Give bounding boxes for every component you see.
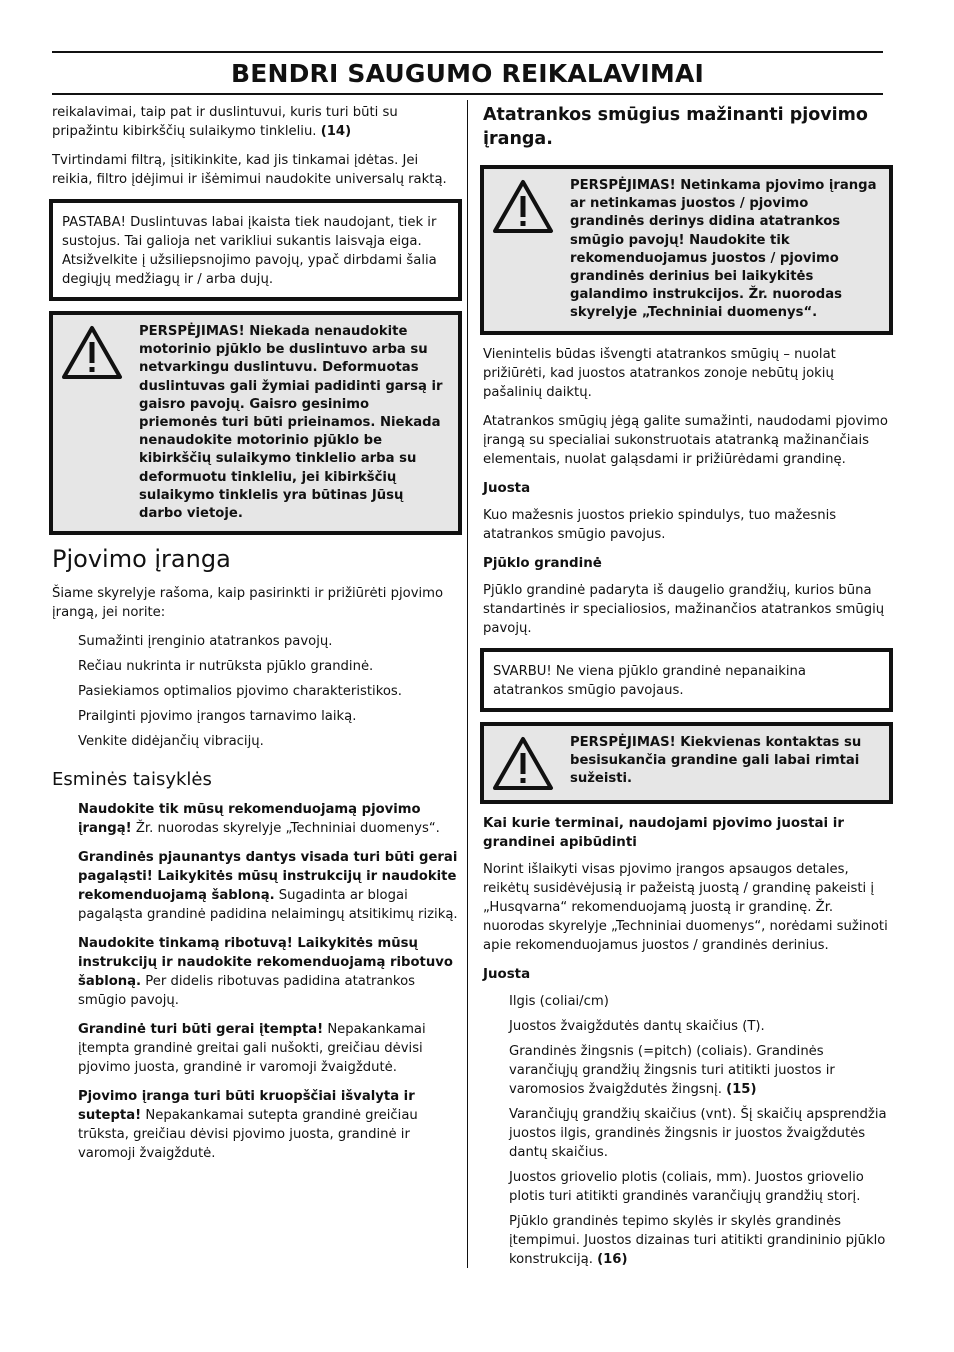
rule-item: [78, 1020, 462, 1077]
rule-item: [78, 848, 462, 924]
section-title: Pjovimo įranga: [52, 545, 231, 574]
list-item-text: Grandinės žingsnis (=pitch) (coliais). Grandinės varančiųjų grandžių žingsnis turi atitikti juostos ir varomosios žvaigždutės žingsnį.: [509, 1043, 835, 1097]
subheading: Juosta: [483, 480, 531, 496]
warning-text: PERSPĖJIMAS! Niekada nenaudokite motorinio pjūklo be duslintuvo arba su netvarkingu duslintuvu. Deformuotas duslintuvas gali žymiai padidinti garsą ir gaisro pavojų. Gaisro gesinimo priemonės turi būti prieinamos. Niekada nenaudokite motorinio pjūklo be kibirkščių sulaikymo tinklelio arba su deformuotu tinkleliu, jei kibirkščių sulaikymo tinklelis yra būtinas Jūsų darbo vietoje.: [139, 324, 443, 522]
list-item: [509, 1017, 893, 1036]
paragraph: Kuo mažesnis juostos priekio spindulys, tuo mažesnis atatrankos smūgio pavojus.: [483, 507, 837, 542]
rule-text: Žr. nuorodas skyrelyje „Techniniai duomenys“.: [131, 821, 440, 837]
list-item: Venkite didėjančių vibracijų.: [78, 734, 264, 750]
rule-bold: Grandinės pjaunantys dantys visada turi būti gerai pagaląsti! Laikykitės mūsų instrukcijų ir naudokite rekomenduojamą šabloną.: [78, 850, 458, 904]
warning-text: PERSPĖJIMAS! Netinkama pjovimo įranga ar netinkamas juostos / pjovimo grandinės derinys didina atatrankos smūgio pavojų! Naudokite tik rekomenduojamus juostos / pjovimo grandinės derinius bei laikykitės galandimo instrukcijos. Žr. nuorodas skyrelyje „Techniniai duomenys“.: [570, 178, 877, 321]
rule-bold: Naudokite tinkamą ribotuvą! Laikykitės mūsų instrukcijų ir naudokite rekomenduojamą ribotuvo šabloną.: [78, 936, 453, 990]
figure-ref: (16): [597, 1251, 628, 1267]
rule-text: Sugadinta ar blogai pagaląsta grandinė padidina nelaimingų atsitikimų riziką.: [78, 888, 458, 923]
intro-text: Šiame skyrelyje rašoma, kaip pasirinkti ir prižiūrėti pjovimo įrangą, jei norite:: [52, 586, 444, 621]
list-item-text: Juostos griovelio plotis (coliais, mm). Juostos griovelio plotis turi atitikti grandinės varančiųjų grandžių storį.: [509, 1169, 864, 1204]
list-item-text: Pjūklo grandinės tepimo skylės ir skylės grandinės įtempimui. Juostos dizainas turi atitikti grandininio pjūklo konstrukciją.: [509, 1213, 886, 1267]
subheading: Pjūklo grandinė: [483, 555, 602, 571]
rule-bold: Grandinė turi būti gerai įtempta!: [78, 1022, 324, 1038]
list-item: Rečiau nukrinta ir nutrūksta pjūklo grandinė.: [78, 659, 374, 675]
list-item: [509, 1168, 893, 1206]
paragraph: Norint išlaikyti visas pjovimo įrangos apsaugos detales, reikėtų susidėvėjusią ir pažeistą juostą / grandinę pakeisti į „Husqvarna“ rekomenduojamą juostą ir grandinę. Žr. nuorodas skyrelyje „Techniniai duomenys“, norėdami sužinoti apie rekomenduojamus juostos / grandinės derinius.: [483, 861, 888, 953]
note-box: [49, 199, 462, 301]
warning-triangle-icon: [492, 734, 562, 792]
warning-triangle-icon: [61, 323, 131, 381]
rule-text: Nepakankamai įtempta grandinė greitai gali nušokti, greičiau dėvisi pjovimo juosta, grandinė ir varomoji žvaigždutė.: [78, 1022, 426, 1076]
note-box: [480, 648, 893, 712]
page-header: [52, 51, 883, 95]
paragraph: Vienintelis būdas išvengti atatrankos smūgių – nuolat prižiūrėti, kad juostos atatrankos zonoje nebūtų jokių pašalinių daiktų.: [483, 346, 836, 400]
right-column: [483, 103, 893, 1275]
list-item: Prailginti pjovimo įrangos tarnavimo laiką.: [78, 709, 357, 725]
list-item: Pasiekiamos optimalios pjovimo charakteristikos.: [78, 684, 402, 700]
rule-text: Nepakankamai sutepta grandinė greičiau trūksta, greičiau dėvisi pjovimo juosta, grandinė ir varomoji žvaigždutė.: [78, 1108, 418, 1162]
paragraph: Atatrankos smūgių jėgą galite sumažinti, naudodami pjovimo įrangą su specialiai sukonstruotais atatranką mažinančiais elementais, nuolat galąsdami ir prižiūrėdami grandinę.: [483, 413, 888, 467]
warning-box: [480, 722, 893, 804]
rule-item: [78, 1087, 462, 1163]
left-column: [52, 103, 462, 1173]
rule-bold: Naudokite tik mūsų rekomenduojamą pjovimo įrangą!: [78, 802, 421, 837]
list-item: [509, 1042, 893, 1099]
column-divider: [467, 100, 468, 1268]
note-text: SVARBU! Ne viena pjūklo grandinė nepanaikina atatrankos smūgio pavojaus.: [493, 663, 806, 698]
paragraph: Pjūklo grandinė padaryta iš daugelio grandžių, kurios būna standartinės ir specialiosios, mažinančios atatrankos smūgių pavojų.: [483, 582, 885, 636]
paragraph: Tvirtindami filtrą, įsitikinkite, kad jis tinkamai įdėtas. Jei reikia, filtro įdėjimui ir išėmimui naudokite universalų raktą.: [52, 153, 447, 187]
list-item: Sumažinti įrenginio atatrankos pavojų.: [78, 634, 333, 650]
warning-triangle-icon: [492, 177, 562, 235]
list-item-text: Varančiųjų grandžių skaičius (vnt). Šį skaičių apsprendžia juostos ilgis, grandinės žingsnis ir juostos žvaigždutės dantų skaičius.: [509, 1106, 887, 1160]
page-title: BENDRI SAUGUMO REIKALAVIMAI: [230, 59, 705, 88]
list-item: [509, 1212, 893, 1269]
list-item-text: Juostos žvaigždutės dantų skaičius (T).: [509, 1018, 765, 1034]
paragraph: [52, 103, 462, 141]
section-title: Atatrankos smūgius mažinanti pjovimo įranga.: [483, 105, 868, 149]
subsection-title: Esminės taisyklės: [52, 769, 212, 791]
rule-bold: Pjovimo įranga turi būti kruopščiai išvalyta ir sutepta!: [78, 1089, 415, 1124]
paragraph-text: reikalavimai, taip pat ir duslintuvui, kuris turi būti su pripažintu kibirkščių sulaikymo tinkleliu.: [52, 105, 398, 139]
figure-ref: (15): [726, 1081, 757, 1097]
subheading: Kai kurie terminai, naudojami pjovimo juostai ir grandinei apibūdinti: [483, 815, 844, 850]
list-item: [509, 1105, 893, 1162]
rule-item: [78, 800, 462, 838]
warning-text: PERSPĖJIMAS! Kiekvienas kontaktas su besisukančia grandine gali labai rimtai sužeisti.: [570, 734, 862, 787]
warning-box: [480, 165, 893, 335]
subheading: Juosta: [483, 966, 531, 982]
list-item: [509, 992, 893, 1011]
note-text: PASTABA! Duslintuvas labai įkaista tiek naudojant, tiek ir sustojus. Tai galioja net varikliui sukantis laisvąja eiga. Atsižvelkite į užsiliepsnojimo pavojų, ypač dirbdami šalia degiųjų medžiagų ir / arba dujų.: [62, 215, 437, 287]
warning-box: [49, 311, 462, 535]
rule-item: [78, 934, 462, 1010]
list-item-text: Ilgis (coliai/cm): [509, 993, 609, 1009]
rule-text: Per didelis ribotuvas padidina atatrankos smūgio pavojų.: [78, 974, 416, 1009]
figure-ref: (14): [320, 124, 352, 139]
